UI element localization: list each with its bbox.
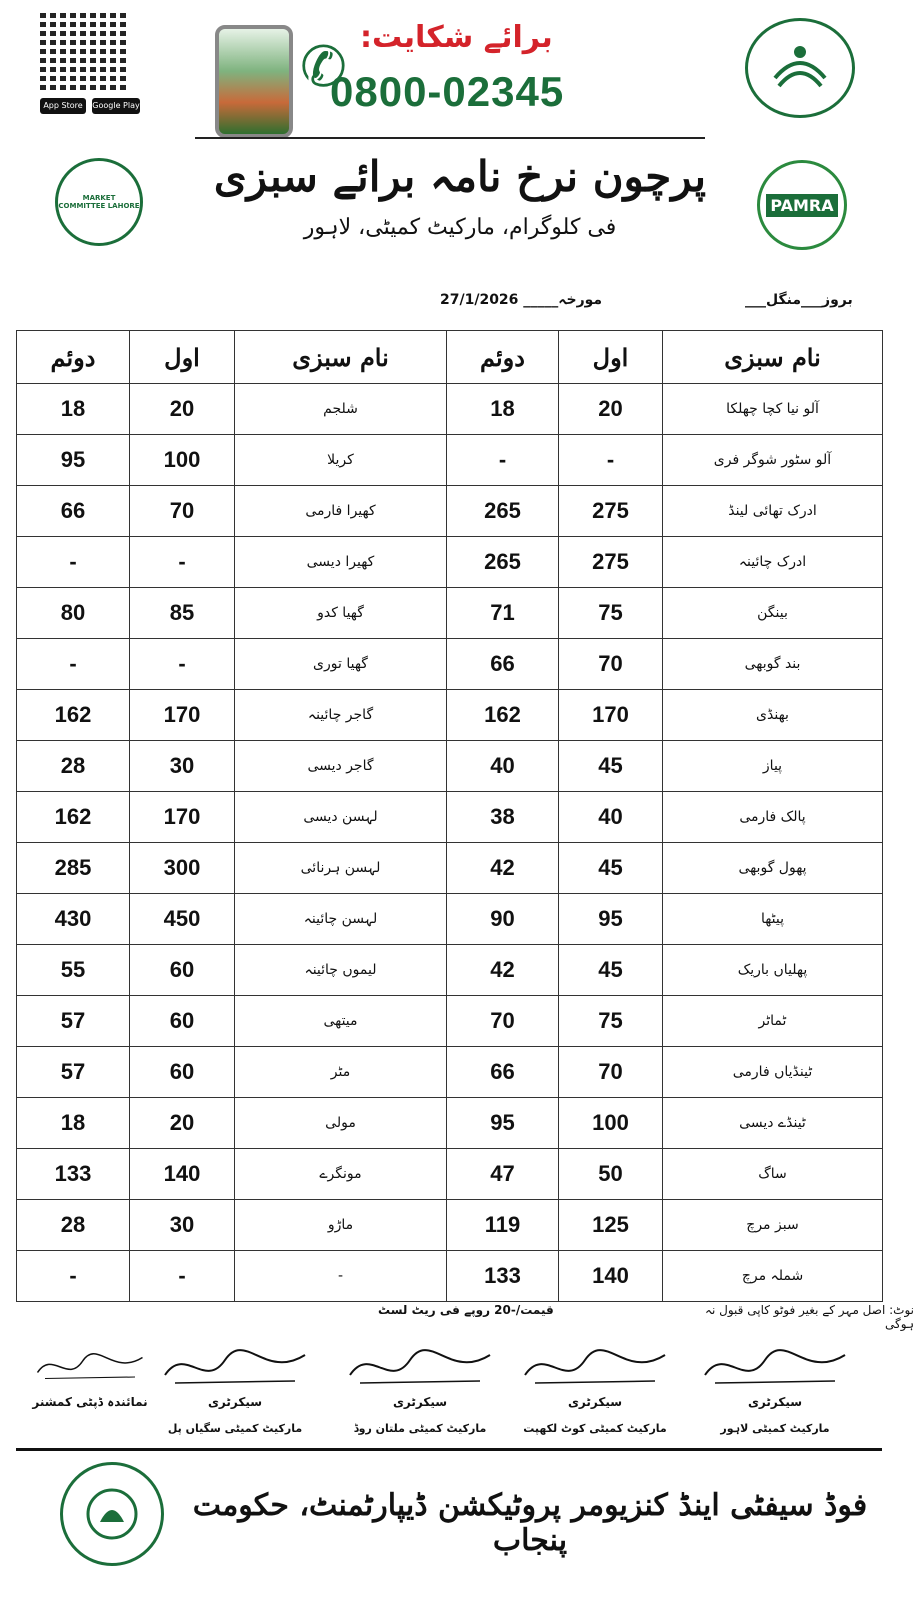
rate-first-left: 70 (130, 486, 235, 537)
col-header-second: دوئم (447, 331, 559, 384)
table-row (17, 537, 883, 588)
table-row (17, 1200, 883, 1251)
day-label: بروز (822, 292, 853, 308)
vegetable-name-right: ادرک تھائی لینڈ (663, 486, 883, 537)
rate-second-left: 28 (17, 741, 130, 792)
rate-second-left: 133 (17, 1149, 130, 1200)
date-label: مورخہ (558, 292, 603, 308)
rate-first-right: 275 (559, 537, 663, 588)
vegetable-name-left: مٹر (235, 1047, 447, 1098)
app-phone-image (215, 25, 293, 138)
signature-image (340, 1335, 500, 1395)
vegetable-name-right: آلو سٹور شوگر فری (663, 435, 883, 486)
rate-first-left: 60 (130, 996, 235, 1047)
rate-first-left: - (130, 639, 235, 690)
vegetable-name-left: کھیرا دیسی (235, 537, 447, 588)
phone-icon: ✆ (300, 35, 347, 100)
vegetable-name-left: لہسن چائینہ (235, 894, 447, 945)
rate-first-right: 40 (559, 792, 663, 843)
table-row (17, 690, 883, 741)
rate-second-left: 66 (17, 486, 130, 537)
vegetable-name-right: ٹماٹر (663, 996, 883, 1047)
rate-first-left: 20 (130, 1098, 235, 1149)
table-row (17, 741, 883, 792)
rate-first-left: 20 (130, 384, 235, 435)
rate-first-left: 140 (130, 1149, 235, 1200)
vegetable-name-left: لہسن دیسی (235, 792, 447, 843)
rate-second-left: 28 (17, 1200, 130, 1251)
vegetable-name-right: پیاز (663, 741, 883, 792)
rate-second-left: 162 (17, 792, 130, 843)
vegetable-name-right: پیٹھا (663, 894, 883, 945)
vegetable-name-right: پھلیاں باریک (663, 945, 883, 996)
table-row (17, 1251, 883, 1302)
rate-first-right: 95 (559, 894, 663, 945)
google-play-badge[interactable]: Google Play (92, 98, 140, 114)
footer-divider (16, 1448, 882, 1451)
rate-first-right: 45 (559, 843, 663, 894)
rate-first-left: 85 (130, 588, 235, 639)
rate-second-left: 18 (17, 384, 130, 435)
note-text: نوٹ: اصل مہر کے بغیر فوٹو کاپی قبول نہ ہوگی (704, 1303, 914, 1331)
rate-first-left: 170 (130, 792, 235, 843)
rate-first-left: 60 (130, 1047, 235, 1098)
vegetable-name-left: گاجر چائینہ (235, 690, 447, 741)
rate-second-right: 18 (447, 384, 559, 435)
rate-second-left: - (17, 639, 130, 690)
qr-code (40, 10, 130, 90)
table-row (17, 588, 883, 639)
vegetable-name-right: بند گوبھی (663, 639, 883, 690)
rate-first-left: 100 (130, 435, 235, 486)
toll-free-number[interactable]: 0800-02345 (330, 68, 565, 115)
vegetable-name-right: ٹینڈے دیسی (663, 1098, 883, 1149)
table-row (17, 792, 883, 843)
vegetable-name-left: شلجم (235, 384, 447, 435)
punjab-emblem-icon (745, 18, 855, 118)
vegetable-name-right: بینگن (663, 588, 883, 639)
rate-second-right: 66 (447, 1047, 559, 1098)
vegetable-name-left: کریلا (235, 435, 447, 486)
rate-second-right: 42 (447, 843, 559, 894)
table-row (17, 1047, 883, 1098)
rate-second-right: 70 (447, 996, 559, 1047)
vegetable-name-left: گھیا کدو (235, 588, 447, 639)
day-value: منگل (766, 292, 802, 308)
vegetable-name-right: شملہ مرچ (663, 1251, 883, 1302)
vegetable-name-right: ساگ (663, 1149, 883, 1200)
table-row (17, 639, 883, 690)
rate-first-right: 170 (559, 690, 663, 741)
col-header-second: دوئم (17, 331, 130, 384)
rate-second-right: - (447, 435, 559, 486)
table-row (17, 894, 883, 945)
pamra-logo-icon (757, 160, 847, 250)
department-name: فوڈ سیفٹی اینڈ کنزیومر پروٹیکشن ڈیپارٹمنٹ، حکومت پنجاب (192, 1488, 868, 1558)
vegetable-name-right: ادرک چائینہ (663, 537, 883, 588)
date-value: 27/1/2026 (440, 292, 519, 308)
signature-image (690, 1335, 860, 1395)
col-header-first: اول (559, 331, 663, 384)
vegetable-name-left: مولی (235, 1098, 447, 1149)
table-row (17, 435, 883, 486)
rate-second-right: 66 (447, 639, 559, 690)
rate-first-right: 45 (559, 741, 663, 792)
vegetable-name-left: میتھی (235, 996, 447, 1047)
rate-first-right: 20 (559, 384, 663, 435)
vegetable-name-left: ماڑو (235, 1200, 447, 1251)
signatory-office: مارکیٹ کمیٹی لاہور (720, 1422, 830, 1435)
rate-first-right: 125 (559, 1200, 663, 1251)
rate-first-left: - (130, 1251, 235, 1302)
vegetable-name-left: - (235, 1251, 447, 1302)
rate-first-left: 170 (130, 690, 235, 741)
rate-second-left: - (17, 537, 130, 588)
rate-second-right: 265 (447, 486, 559, 537)
vegetable-name-right: پالک فارمی (663, 792, 883, 843)
vegetable-name-right: سبز مرچ (663, 1200, 883, 1251)
rate-second-right: 40 (447, 741, 559, 792)
signatory-role: سیکرٹری (392, 1395, 448, 1409)
market-committee-logo-icon (55, 158, 143, 246)
rate-first-right: 100 (559, 1098, 663, 1149)
table-row (17, 843, 883, 894)
rate-first-right: 45 (559, 945, 663, 996)
vegetable-name-left: کھیرا فارمی (235, 486, 447, 537)
vegetable-name-left: لیموں چائینہ (235, 945, 447, 996)
vegetable-name-left: گاجر دیسی (235, 741, 447, 792)
signatory-office: مارکیٹ کمیٹی کوٹ لکھپت (523, 1422, 667, 1435)
rate-first-right: 75 (559, 588, 663, 639)
signature-image (510, 1335, 680, 1395)
col-header-first: اول (130, 331, 235, 384)
signatory-role: سیکرٹری (567, 1395, 623, 1409)
market-committee-logo-text: MARKET COMMITTEE LAHORE (58, 194, 140, 210)
page-title: پرچون نرخ نامہ برائے سبزی (213, 152, 707, 201)
rate-second-left: 55 (17, 945, 130, 996)
vegetable-name-right: بھنڈی (663, 690, 883, 741)
rate-first-left: 30 (130, 1200, 235, 1251)
signatory-office: مارکیٹ کمیٹی ملتان روڈ (353, 1422, 487, 1435)
rate-first-right: 50 (559, 1149, 663, 1200)
rate-second-right: 47 (447, 1149, 559, 1200)
food-safety-logo-icon (60, 1462, 164, 1566)
rate-second-right: 133 (447, 1251, 559, 1302)
vegetable-name-right: ٹینڈیاں فارمی (663, 1047, 883, 1098)
col-header-name: نام سبزی (663, 331, 883, 384)
rate-second-right: 90 (447, 894, 559, 945)
rate-first-left: 60 (130, 945, 235, 996)
day-field: بروز___منگل___ (745, 292, 853, 308)
rate-second-left: 430 (17, 894, 130, 945)
date-field: مورخہ_____ 27/1/2026 (440, 292, 603, 308)
rate-second-right: 71 (447, 588, 559, 639)
rate-first-right: 70 (559, 639, 663, 690)
rate-second-left: 18 (17, 1098, 130, 1149)
complaint-label: برائے شکایت: (360, 20, 553, 55)
signatory-role: نمائندہ ڈپٹی کمشنر (32, 1395, 148, 1409)
rate-second-left: 80 (17, 588, 130, 639)
signatory-office: مارکیٹ کمیٹی سگیاں پل (167, 1422, 303, 1435)
table-header-row (17, 331, 883, 384)
table-row (17, 486, 883, 537)
rate-second-right: 95 (447, 1098, 559, 1149)
page-subtitle: فی کلوگرام، مارکیٹ کمیٹی، لاہور (303, 215, 617, 240)
price-text: قیمت/-20 روپے فی ریٹ لسٹ (378, 1303, 554, 1317)
vegetable-name-left: لہسن ہرنائی (235, 843, 447, 894)
rate-first-left: 450 (130, 894, 235, 945)
table-row (17, 1149, 883, 1200)
vegetable-name-left: گھیا توری (235, 639, 447, 690)
col-header-name: نام سبزی (235, 331, 447, 384)
rate-second-left: - (17, 1251, 130, 1302)
pamra-logo-text: PAMRA (766, 194, 837, 217)
rate-first-right: 75 (559, 996, 663, 1047)
signatory-role: سیکرٹری (747, 1395, 803, 1409)
table-row (17, 945, 883, 996)
table-row (17, 996, 883, 1047)
rate-second-right: 119 (447, 1200, 559, 1251)
app-store-badge[interactable]: App Store (40, 98, 86, 114)
signatory-role: سیکرٹری (207, 1395, 263, 1409)
rate-second-left: 162 (17, 690, 130, 741)
rate-second-left: 285 (17, 843, 130, 894)
vegetable-name-right: آلو نیا کچا چھلکا (663, 384, 883, 435)
signature-image (30, 1335, 150, 1395)
rate-second-right: 162 (447, 690, 559, 741)
table-row (17, 384, 883, 435)
rate-second-left: 57 (17, 1047, 130, 1098)
rate-first-left: - (130, 537, 235, 588)
rate-second-right: 42 (447, 945, 559, 996)
rate-second-left: 57 (17, 996, 130, 1047)
rate-first-right: 70 (559, 1047, 663, 1098)
vegetable-name-left: مونگرے (235, 1149, 447, 1200)
rate-first-right: 275 (559, 486, 663, 537)
rate-second-right: 38 (447, 792, 559, 843)
signature-image (150, 1335, 320, 1395)
table-row (17, 1098, 883, 1149)
rate-first-right: 140 (559, 1251, 663, 1302)
rate-first-right: - (559, 435, 663, 486)
rate-second-left: 95 (17, 435, 130, 486)
header-divider (195, 137, 705, 139)
rate-first-left: 300 (130, 843, 235, 894)
price-table (16, 330, 883, 1302)
vegetable-name-right: پھول گوبھی (663, 843, 883, 894)
rate-second-right: 265 (447, 537, 559, 588)
rate-first-left: 30 (130, 741, 235, 792)
